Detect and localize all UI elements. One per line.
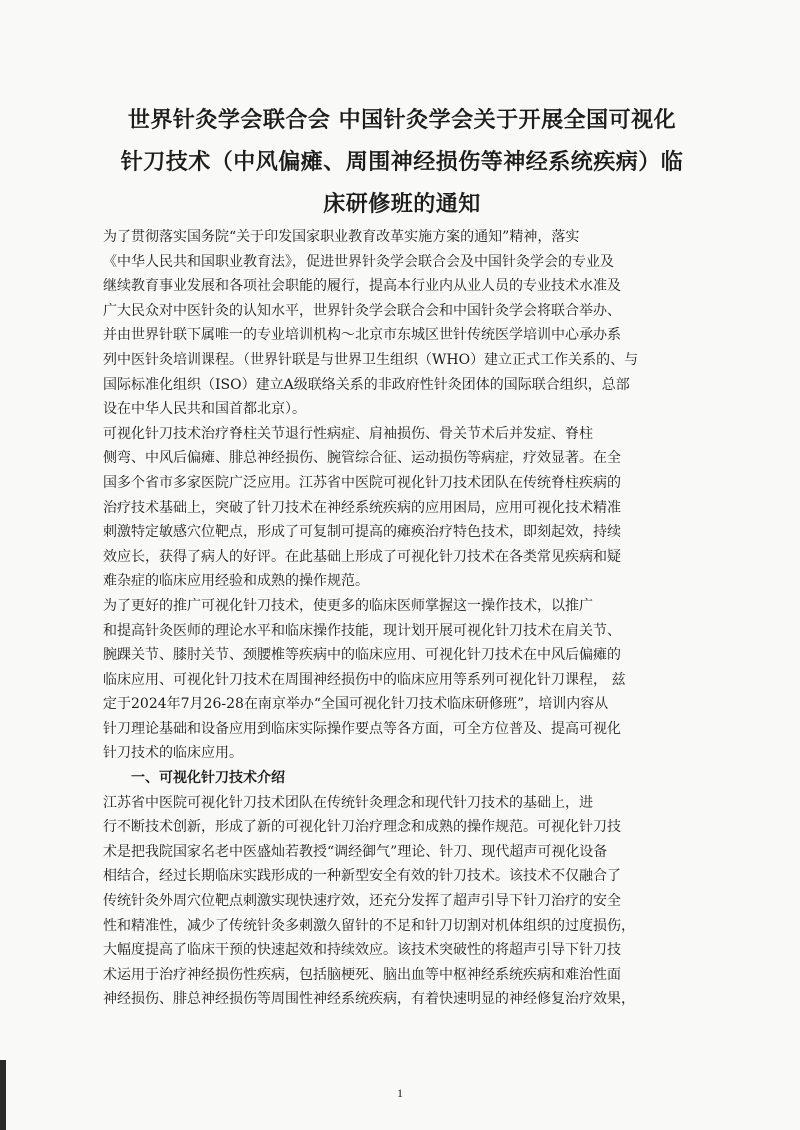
text-line: 并由世界针联下属唯一的专业培训机构～北京市东城区世针传统医学培训中心承办系 — [103, 327, 621, 344]
text-line: 和提高针灸医师的理论水平和临床操作技能，现计划开展可视化针刀技术在肩关节、 — [103, 622, 621, 639]
text-line: 定于2024年7月26-28在南京举办“全国可视化针刀技术临床研修班”，培训内容从 — [103, 696, 609, 713]
text-line: 为了贯彻落实国务院“关于印发国家职业教育改革实施方案的通知”精神，落实 — [103, 229, 580, 245]
text-line: 行不断技术创新，形成了新的可视化针刀治疗理念和成熟的操作规范。可视化针刀技 — [103, 819, 621, 836]
section-heading: 一、可视化针刀技术介绍 — [131, 770, 285, 787]
text-line: 设在中华人民共和国首都北京）。 — [103, 401, 306, 418]
paragraph-technique-intro — [103, 791, 693, 1012]
text-line: 可视化针刀技术治疗脊柱关节退行性病症、肩袖损伤、骨关节术后并发症、脊柱 — [103, 425, 593, 442]
title-line: 世界针灸学会联合会 中国针灸学会关于开展全国可视化 — [127, 108, 677, 133]
title-line: 针刀技术（中风偏瘫、周围神经损伤等神经系统疾病）临 — [120, 150, 684, 175]
document-body — [103, 225, 693, 1012]
title-line: 床研修班的通知 — [323, 192, 481, 217]
text-line: 术运用于治疗神经损伤性疾病，包括脑梗死、脑出血等中枢神经系统疾病和难治性面 — [103, 966, 621, 983]
text-line: 治疗技术基础上，突破了针刀技术在神经系统疾病的应用困局，应用可视化技术精准 — [103, 499, 621, 516]
text-line: 《中华人民共和国职业教育法》，促进世界针灸学会联合会及中国针灸学会的专业及 — [103, 253, 614, 270]
text-line: 国际标准化组织（ISO）建立A级联络关系的非政府性针灸团体的国际联合组织，总部 — [103, 376, 630, 393]
paragraph-intro — [103, 225, 693, 422]
text-line: 针刀理论基础和设备应用到临床实际操作要点等各方面，可全方位普及、提高可视化 — [103, 720, 621, 737]
text-line: 江苏省中医院可视化针刀技术团队在传统针灸理念和现代针刀技术的基础上，进 — [103, 794, 593, 811]
text-line: 腕踝关节、膝肘关节、颈腰椎等疾病中的临床应用、可视化针刀技术在中风后偏瘫的 — [103, 647, 621, 664]
text-line: 刺激特定敏感穴位靶点，形成了可复制可提高的瘫痪治疗特色技术，即刻起效，持续 — [103, 524, 621, 541]
text-line: 国多个省市多家医院广泛应用。江苏省中医院可视化针刀技术团队在传统脊柱疾病的 — [103, 474, 621, 491]
text-line: 列中医针灸培训课程。（世界针联是与世界卫生组织（WHO）建立正式工作关系的、与 — [103, 351, 639, 368]
text-line: 传统针灸外周穴位靶点刺激实现快速疗效，还充分发挥了超声引导下针刀治疗的安全 — [103, 893, 621, 910]
text-line: 神经损伤、腓总神经损伤等周围性神经系统疾病，有着快速明显的神经修复治疗效果， — [103, 991, 635, 1008]
text-line: 效应长，获得了病人的好评。在此基础上形成了可视化针刀技术在各类常见疾病和疑 — [103, 548, 621, 565]
paragraph-course-plan — [103, 594, 693, 766]
text-line: 性和精准性，减少了传统针灸多刺激久留针的不足和针刀切割对机体组织的过度损伤， — [103, 917, 635, 934]
text-line: 广大民众对中医针灸的认知水平，世界针灸学会联合会和中国针灸学会将联合举办、 — [103, 302, 621, 319]
text-line: 难杂症的临床应用经验和成熟的操作规范。 — [103, 573, 369, 590]
scan-edge-mark — [0, 1060, 6, 1130]
text-line: 侧弯、中风后偏瘫、腓总神经损伤、腕管综合征、运动损伤等病症，疗效显著。在全 — [103, 450, 621, 467]
page-number: 1 — [397, 1086, 403, 1100]
text-line: 为了更好的推广可视化针刀技术，使更多的临床医师掌握这一操作技术，以推广 — [103, 597, 593, 614]
notice-title — [96, 100, 708, 226]
text-line: 临床应用、可视化针刀技术在周围神经损伤中的临床应用等系列可视化针刀课程， 兹 — [103, 671, 626, 688]
text-line: 针刀技术的临床应用。 — [103, 745, 243, 762]
text-line: 继续教育事业发展和各项社会职能的履行，提高本行业内从业人员的专业技术水准及 — [103, 278, 621, 295]
paragraph-efficacy — [103, 422, 693, 594]
text-line: 相结合，经过长期临床实践形成的一种新型安全有效的针刀技术。该技术不仅融合了 — [103, 868, 621, 885]
text-line: 大幅度提高了临床干预的快速起效和持续效应。该技术突破性的将超声引导下针刀技 — [103, 942, 621, 959]
text-line: 术是把我院国家名老中医盛灿若教授“调经御气”理论、针刀、现代超声可视化设备 — [103, 843, 608, 860]
